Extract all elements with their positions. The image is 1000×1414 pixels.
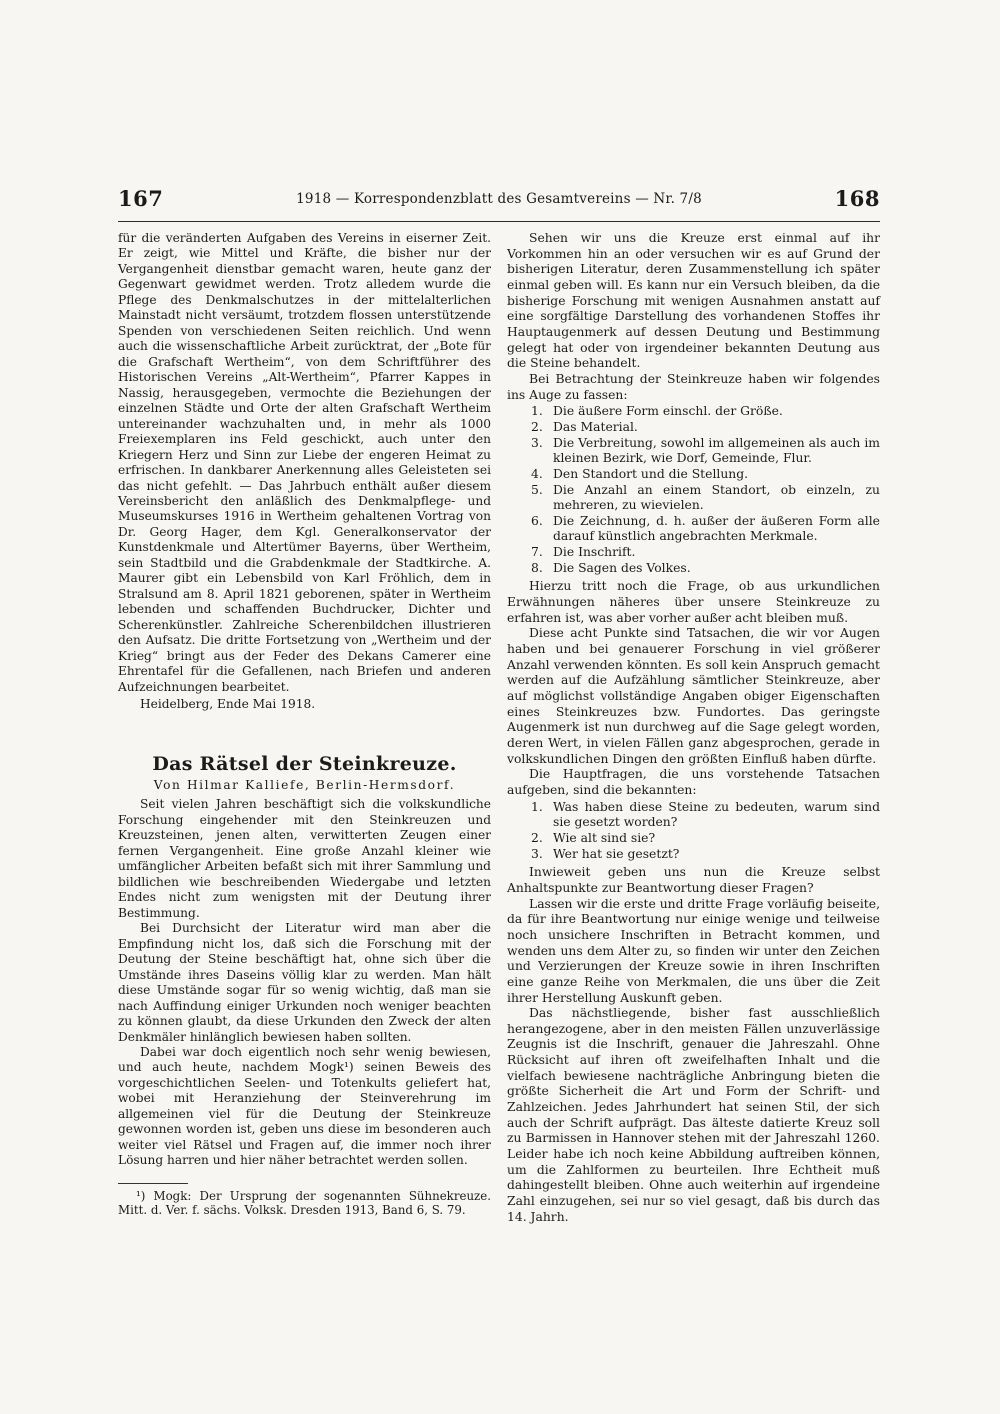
right-paragraph-7: Lassen wir die erste und dritte Frage vorläufig beiseite, da für ihre Beantwortung nur einige wenige und teilweise noch unsichere Inschriften in Betracht kommen, und wenden uns dem Alter zu, so finden wir unter den Zeichen und Verzierungen der Kreuze sowie in ihren Inschriften eine ganze Reihe von Merkmalen, die uns über die Zeit ihrer Herstellung Auskunft geben. <box>507 896 880 1005</box>
list-item: 2. Wie alt sind sie? <box>531 830 656 845</box>
running-title: 1918 — Korrespondenzblatt des Gesamtvereins — Nr. 7/8 <box>296 191 702 207</box>
left-paragraph-1: für die veränderten Aufgaben des Vereins in eiserner Zeit. Er zeigt, wie Mittel und Kräfte, die bisher nur der Vergangenheit dienstbar gemacht waren, heute ganz der Gegenwart gewidmet werden. Trotz alledem wurde die Pflege des Denkmalschutzes in der mittelalterlichen Mainstadt nicht versäumt, trotzdem flossen unterstützende Spenden von verschiedenen Seiten reichlich. Und wenn auch die wissenschaftliche Arbeit zurücktrat, der „Bote für die Grafschaft Wertheim“, von dem Schriftführer des Historischen Vereins „Alt-Wertheim“, Pfarrer Kappes in Nassig, herausgegeben, vermochte die Beziehungen der einzelnen Städte und Orte der alten Grafschaft Wertheim untereinander wachzuhalten und, in mehr als 1000 Freiexemplaren ins Feld geschickt, auch unter den Kriegern Herz und Sinn zur Liebe der engeren Heimat zu erfrischen. In dankbarer Anerkennung alles Geleisteten sei das nicht gefehlt. — Das Jahrbuch enthält außer diesem Vereinsbericht den anläßlich des Denkmalpflege- und Museumskurses 1916 in Wertheim gehaltenen Vortrag von Dr. Georg Hager, dem Kgl. Generalkonservator der Kunstdenkmale und Altertümer Bayerns, über Wertheim, sein Stadtbild und die Grabdenkmale der Stadtkirche. A. Maurer gibt ein Lebensbild von Karl Fröhlich, dem in Stralsund am 8. April 1821 geborenen, später in Wertheim lebenden und schaffenden Buchdrucker, Dichter und Scherenkünstler. Zahlreiche Scherenbildchen illustrieren den Aufsatz. Die dritte Fortsetzung von „Wertheim und der Krieg“ bringt aus der Feder des Dekans Camerer eine Ehrentafel für die Gefallenen, nach Briefen und anderen Aufzeichnungen bearbeitet. <box>118 231 491 694</box>
page-header <box>118 186 880 216</box>
right-paragraph-5: Die Hauptfragen, die uns vorstehende Tatsachen aufgeben, sind die bekannten: <box>507 767 880 797</box>
right-paragraph-4: Diese acht Punkte sind Tatsachen, die wir vor Augen haben und bei genauerer Forschung in viel größerer Anzahl verwenden könnten. Es soll kein Anspruch gemacht werden auf die Aufzählung sämtlicher Steinkreuze, aber auf möglichst vollständige Angaben obiger Eigenschaften eines Steinkreuzes bzw. Fundortes. Das geringste Augenmerk ist nun durchweg auf die Sage gelegt worden, deren Wert, in vielen Fällen ganz abgesprochen, gerade in volkskundlichen Dingen den größten Einfluß haben dürfte. <box>507 626 880 766</box>
list-item: 3. Wer hat sie gesetzt? <box>531 846 680 861</box>
list-item: 6. Die Zeichnung, d. h. außer der äußeren Form alle darauf künstlich angebrachten Merkmale. <box>531 513 880 544</box>
left-paragraph-3: Bei Durchsicht der Literatur wird man aber die Empfindung nicht los, daß sich die Forschung mit der Deutung der Steine beschäftigt hat, ohne sich über die Umstände ihres Daseins völlig klar zu werden. Man hält diese Umstände sogar für so wenig wichtig, daß man sie nach Auffindung einiger Urkunden noch weniger beachten zu können glaubt, da diese Urkunden den Zweck der alten Denkmäler hinlänglich bewiesen haben sollten. <box>118 921 491 1044</box>
footnote-rule <box>118 1183 188 1184</box>
criteria-list <box>507 404 880 576</box>
footnote-text: ¹) Mogk: Der Ursprung der sogenannten Sühnekreuze. Mitt. d. Ver. f. sächs. Volksk. Dresden 1913, Band 6, S. 79. <box>118 1188 491 1218</box>
list-item: 3. Die Verbreitung, sowohl im allgemeinen als auch im kleinen Bezirk, wie Dorf, Gemeinde, Flur. <box>531 435 880 466</box>
article-author: Von Hilmar Kalliefe, Berlin-Hermsdorf. <box>153 778 456 792</box>
page-number-left: 167 <box>118 186 164 211</box>
list-item: 2. Das Material. <box>531 419 638 434</box>
list-item: 5. Die Anzahl an einem Standort, ob einzeln, zu mehreren, zu wievielen. <box>531 482 880 513</box>
right-paragraph-3: Hierzu tritt noch die Frage, ob aus urkundlichen Erwähnungen näheres über unsere Steinkreuze zu erfahren ist, was aber vorher außer acht bleiben muß. <box>507 579 880 625</box>
list-item: 1. Was haben diese Steine zu bedeuten, warum sind sie gesetzt worden? <box>531 799 880 830</box>
page-number-right: 168 <box>834 186 880 211</box>
header-rule <box>118 221 880 222</box>
footnote <box>118 1189 491 1218</box>
list-item: 1. Die äußere Form einschl. der Größe. <box>531 404 783 419</box>
list-item: 8. Die Sagen des Volkes. <box>531 560 691 575</box>
left-column <box>118 231 491 1218</box>
list-item: 7. Die Inschrift. <box>531 545 636 560</box>
right-paragraph-8: Das nächstliegende, bisher fast ausschließlich herangezogene, aber in den meisten Fällen unzuverlässige Zeugnis ist die Inschrift, genauer die Jahreszahl. Ohne Rücksicht auf ihren oft zweifelhaften Inhalt und die vielfach bewiesene nachträgliche Anbringung bieten die größte Sicherheit die Art und Form der Schrift- und Zahlzeichen. Jedes Jahrhundert hat seinen Stil, der sich auch der Schrift aufprägt. Das älteste datierte Kreuz soll zu Barmissen in Hannover stehen mit der Jahreszahl 1260. Leider habe ich noch keine Abbildung auftreiben können, um die Zahlformen zu beurteilen. Ihre Echtheit muß dahingestellt bleiben. Ohne auch weiterhin auf irgendeine Zahl einzugehen, sei nur so viel gesagt, daß bis durch das 14. Jahrh. <box>507 1006 880 1224</box>
questions-list <box>507 800 880 863</box>
right-paragraph-1: Sehen wir uns die Kreuze erst einmal auf ihr Vorkommen hin an oder versuchen wir es auf Grund der bisherigen Literatur, deren Zusammenstellung ich später einmal geben will. Es kann nur ein Versuch bleiben, da die bisherige Forschung mit wenigen Ausnahmen anstatt auf eine sorgfältige Darstellung des vorhandenen Stoffes ihr Hauptaugenmerk auf dessen Deutung und Bestimmung gelegt hat oder von irgendeiner bekannten Deutung aus die Steine behandelt. <box>507 231 880 371</box>
right-paragraph-6: Inwieweit geben uns nun die Kreuze selbst Anhaltspunkte zur Beantwortung dieser Fragen? <box>507 865 880 895</box>
article-title: Das Rätsel der Steinkreuze. <box>152 752 457 775</box>
left-paragraph-2: Seit vielen Jahren beschäftigt sich die volkskundliche Forschung eingehender mit den Steinkreuzen und Kreuzsteinen, jenen alten, verwitterten Zeugen einer fernen Vergangenheit. Eine große Anzahl kleiner wie umfänglicher Arbeiten befaßt sich mit ihrer Sammlung und bildlichen wie beschreibenden Wiedergabe und letzten Endes nicht zum wenigsten mit der Deutung ihrer Bestimmung. <box>118 797 491 920</box>
list-item: 4. Den Standort und die Stellung. <box>531 466 749 481</box>
left-paragraph-4: Dabei war doch eigentlich noch sehr wenig bewiesen, und auch heute, nachdem Mogk¹) seinen Beweis des vorgeschichtlichen Seelen- und Totenkults geliefert hat, wobei mit Heranziehung der Steinverehrung im allgemeinen viel für die Deutung der Steinkreuze gewonnen worden ist, geben uns diese im besonderen auch weiter viel Rätsel und Fragen auf, die immer noch ihrer Lösung harren und hier näher betrachtet werden sollen. <box>118 1044 491 1168</box>
signature-line: Heidelberg, Ende Mai 1918. <box>140 697 316 712</box>
right-column <box>507 231 880 1225</box>
right-paragraph-2: Bei Betrachtung der Steinkreuze haben wir folgendes ins Auge zu fassen: <box>507 371 880 402</box>
